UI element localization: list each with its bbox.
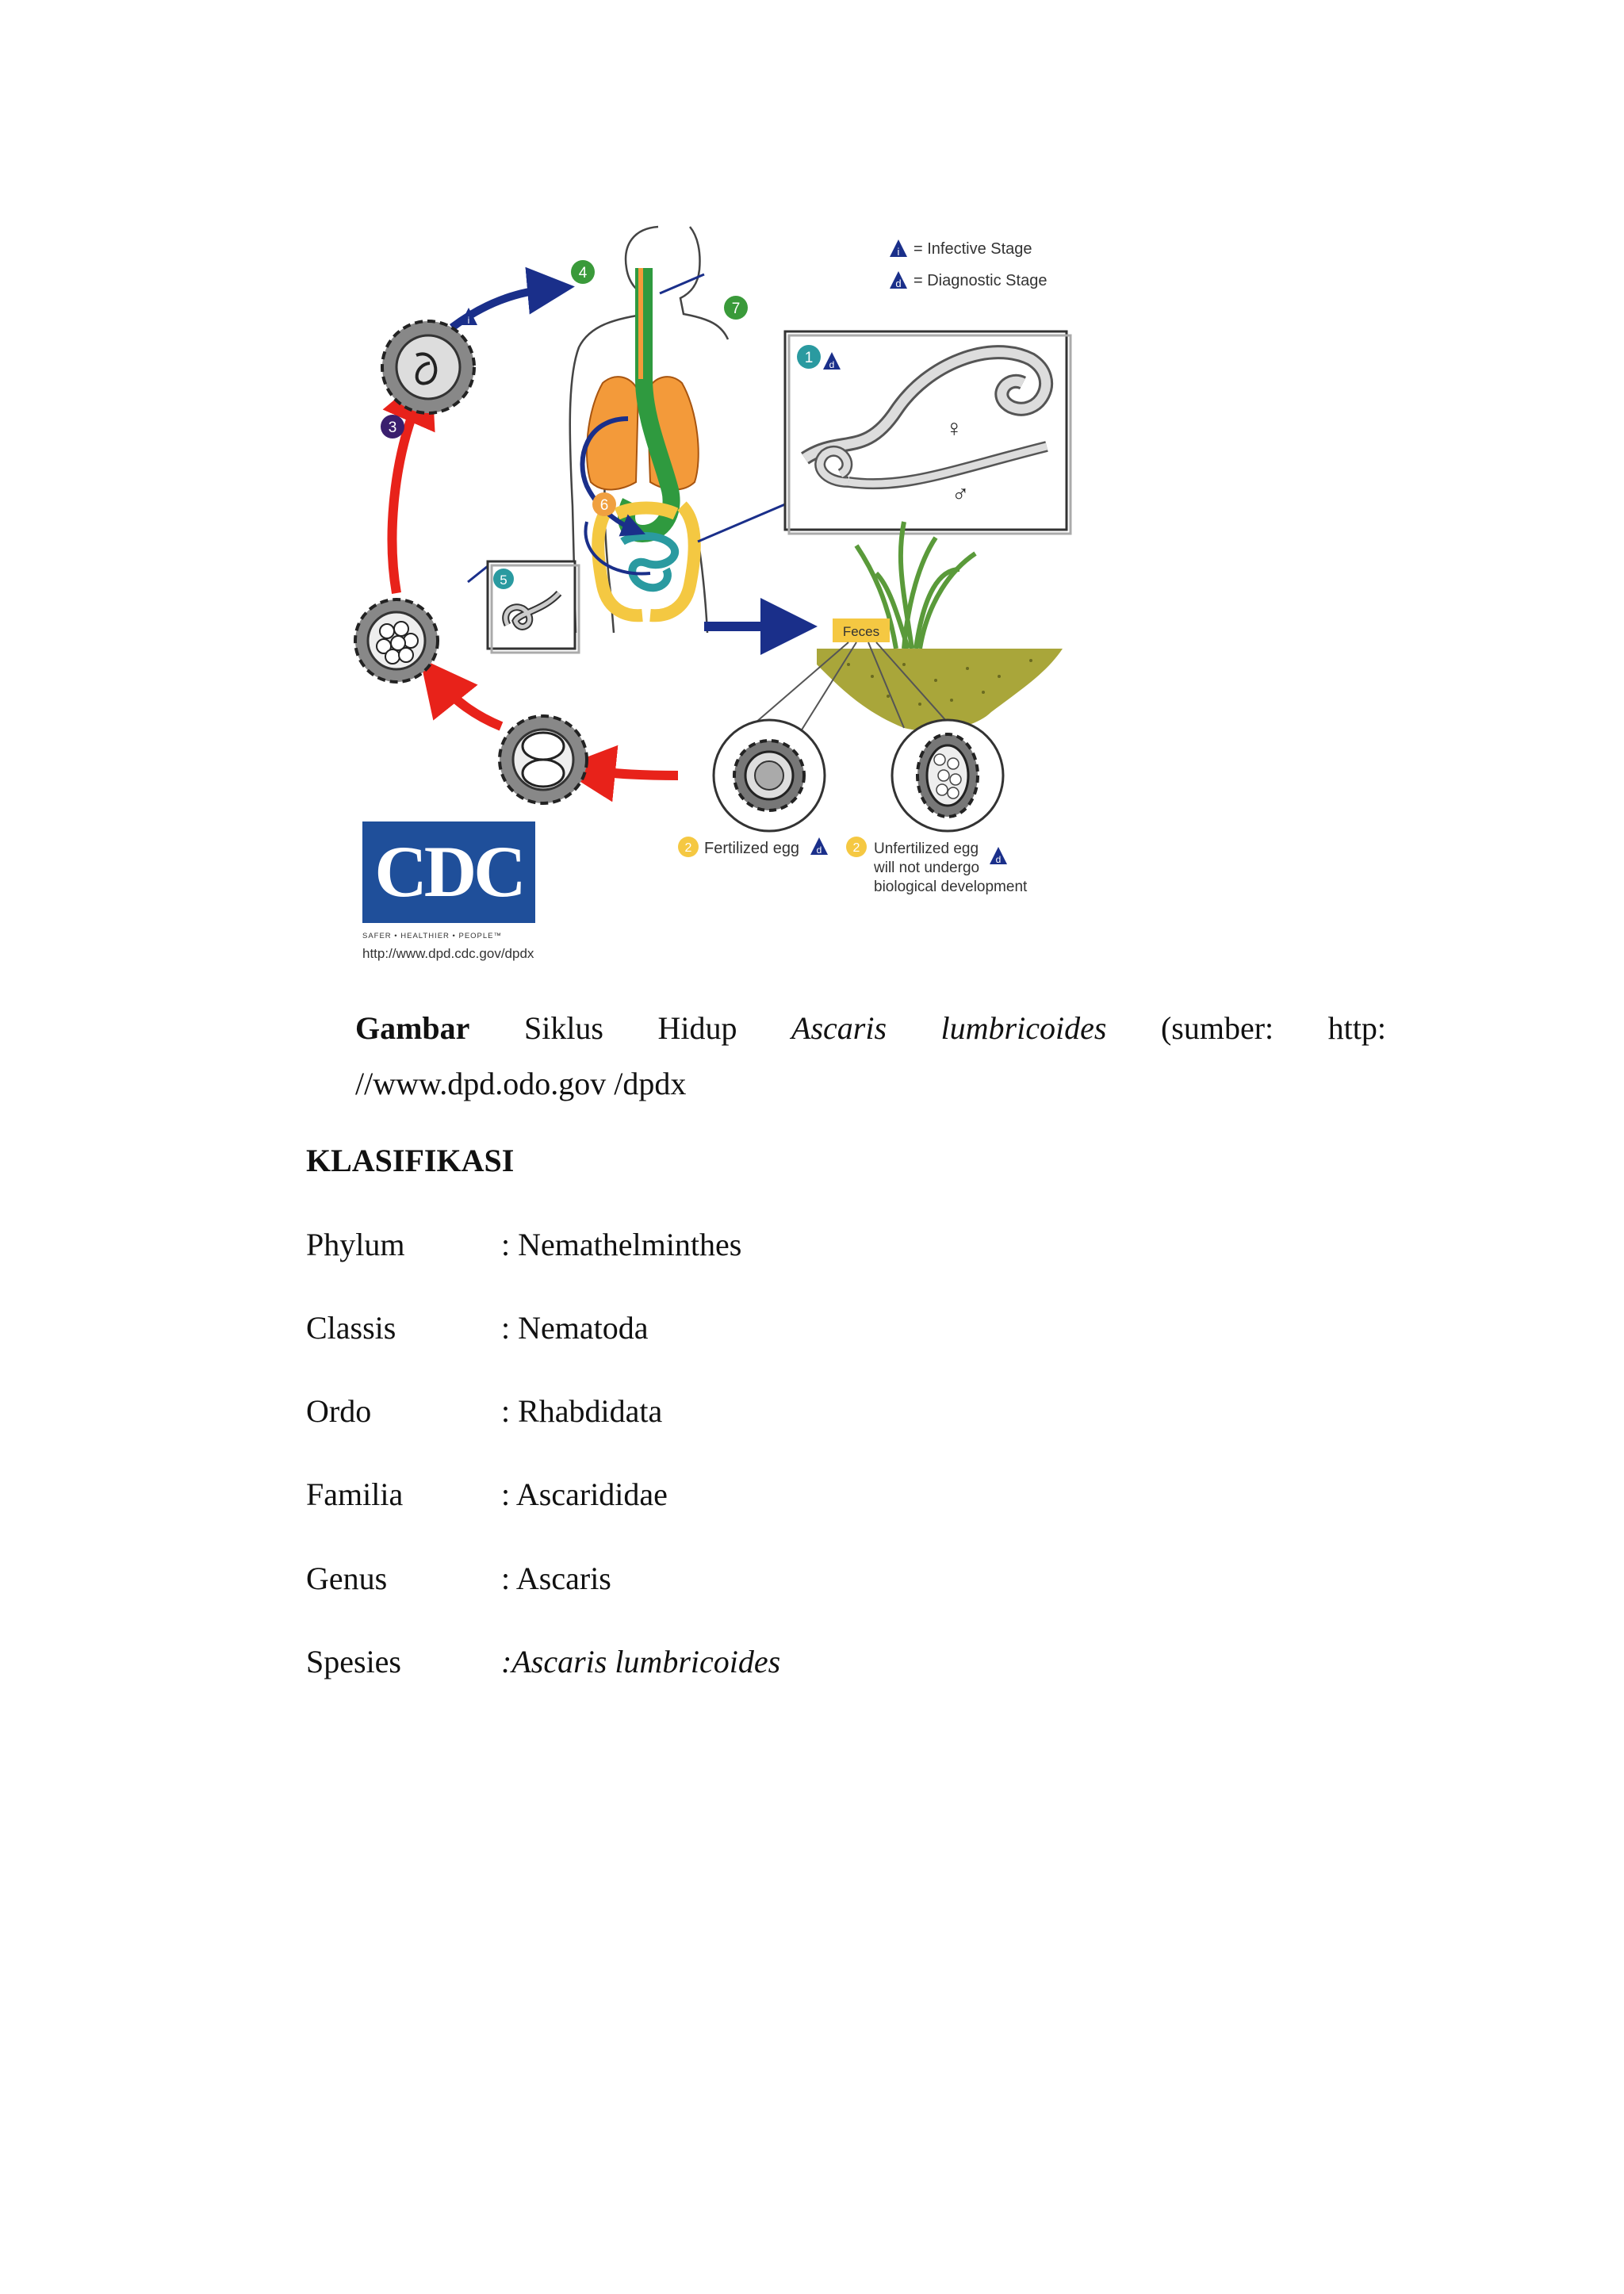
row-value: : Rhabdidata bbox=[501, 1393, 663, 1429]
cdc-logo bbox=[362, 821, 535, 961]
diagnostic-stage-legend-icon bbox=[890, 271, 907, 289]
caption-source-url: //www.dpd.odo.gov /dpdx bbox=[355, 1066, 687, 1101]
row-label: Ordo bbox=[306, 1393, 372, 1429]
stage-4-badge bbox=[571, 260, 595, 284]
lifecycle-figure bbox=[349, 220, 1110, 982]
caption-word: Siklus bbox=[523, 1010, 603, 1046]
larva-box bbox=[488, 561, 579, 653]
svg-text:d: d bbox=[895, 278, 902, 289]
cdc-url: http://www.dpd.cdc.gov/dpdx bbox=[362, 946, 534, 961]
classification-row-spesies bbox=[306, 1642, 780, 1682]
male-symbol: ♂ bbox=[952, 481, 970, 507]
infective-stage-legend-icon bbox=[890, 239, 907, 258]
lifecycle-diagram bbox=[349, 220, 1110, 982]
svg-text:7: 7 bbox=[731, 301, 741, 317]
unfertilized-egg bbox=[892, 720, 1003, 831]
soil-icon bbox=[817, 649, 1063, 731]
fertilized-label bbox=[678, 837, 828, 857]
small-intestine-icon bbox=[622, 536, 675, 588]
row-label: Classis bbox=[306, 1310, 396, 1346]
feces-label bbox=[833, 618, 890, 642]
svg-text:Feces: Feces bbox=[842, 624, 880, 639]
svg-text:2: 2 bbox=[684, 841, 692, 855]
row-value: :Ascaris lumbricoides bbox=[501, 1644, 781, 1679]
row-label: Phylum bbox=[306, 1227, 405, 1262]
egg-morula bbox=[355, 599, 438, 682]
classification-row-familia bbox=[306, 1475, 668, 1515]
svg-text:will not undergo: will not undergo bbox=[874, 860, 980, 876]
svg-text:i: i bbox=[467, 315, 470, 326]
egg-infective bbox=[382, 321, 474, 413]
female-symbol: ♀ bbox=[945, 416, 963, 442]
caption-species: lumbricoides bbox=[940, 1010, 1107, 1046]
classification-row-ordo bbox=[306, 1392, 662, 1431]
row-value: : Nemathelminthes bbox=[501, 1227, 742, 1262]
figure-caption bbox=[355, 1001, 1386, 1112]
classification-row-phylum bbox=[306, 1225, 741, 1265]
row-label: Spesies bbox=[306, 1644, 401, 1679]
caption-source-http: http: bbox=[1327, 1010, 1386, 1046]
stage-7-badge bbox=[724, 296, 748, 320]
caption-word: Hidup bbox=[657, 1010, 737, 1046]
legend-diagnostic-text: = Diagnostic Stage bbox=[914, 272, 1048, 289]
svg-text:5: 5 bbox=[500, 573, 508, 588]
svg-text:2: 2 bbox=[852, 841, 860, 855]
row-value: : Ascarididae bbox=[501, 1476, 668, 1512]
egg-two-cell bbox=[500, 716, 587, 803]
svg-text:Unfertilized egg: Unfertilized egg bbox=[874, 841, 979, 857]
svg-text:3: 3 bbox=[388, 419, 397, 436]
unfertilized-label bbox=[846, 837, 1028, 895]
stage-6-badge bbox=[592, 492, 616, 516]
row-value: : Ascaris bbox=[501, 1561, 611, 1596]
legend-infective-text: = Infective Stage bbox=[914, 240, 1032, 258]
svg-text:6: 6 bbox=[599, 497, 609, 514]
cdc-logo-text: CDC bbox=[374, 831, 523, 912]
row-value: : Nematoda bbox=[501, 1310, 649, 1346]
svg-text:1: 1 bbox=[804, 350, 814, 366]
svg-text:biological development: biological development bbox=[874, 879, 1028, 895]
caption-genus: Ascaris bbox=[791, 1010, 887, 1046]
svg-text:i: i bbox=[897, 246, 900, 258]
caption-label: Gambar bbox=[355, 1010, 470, 1046]
svg-text:d: d bbox=[816, 844, 822, 856]
stage-3-badge bbox=[381, 415, 404, 439]
classification-row-genus bbox=[306, 1559, 611, 1599]
caption-source: (sumber: bbox=[1160, 1010, 1274, 1046]
legend bbox=[890, 239, 1047, 289]
classification-heading: KLASIFIKASI bbox=[306, 1143, 515, 1178]
svg-text:4: 4 bbox=[578, 265, 588, 281]
svg-text:d: d bbox=[995, 854, 1002, 865]
cdc-tagline: SAFER • HEALTHIER • PEOPLE™ bbox=[362, 932, 503, 940]
row-label: Familia bbox=[306, 1476, 404, 1512]
classification-row-classis bbox=[306, 1308, 649, 1348]
svg-text:Fertilized egg: Fertilized egg bbox=[704, 840, 800, 857]
row-label: Genus bbox=[306, 1561, 388, 1596]
fertilized-egg bbox=[714, 720, 825, 831]
svg-text:d: d bbox=[829, 359, 835, 370]
